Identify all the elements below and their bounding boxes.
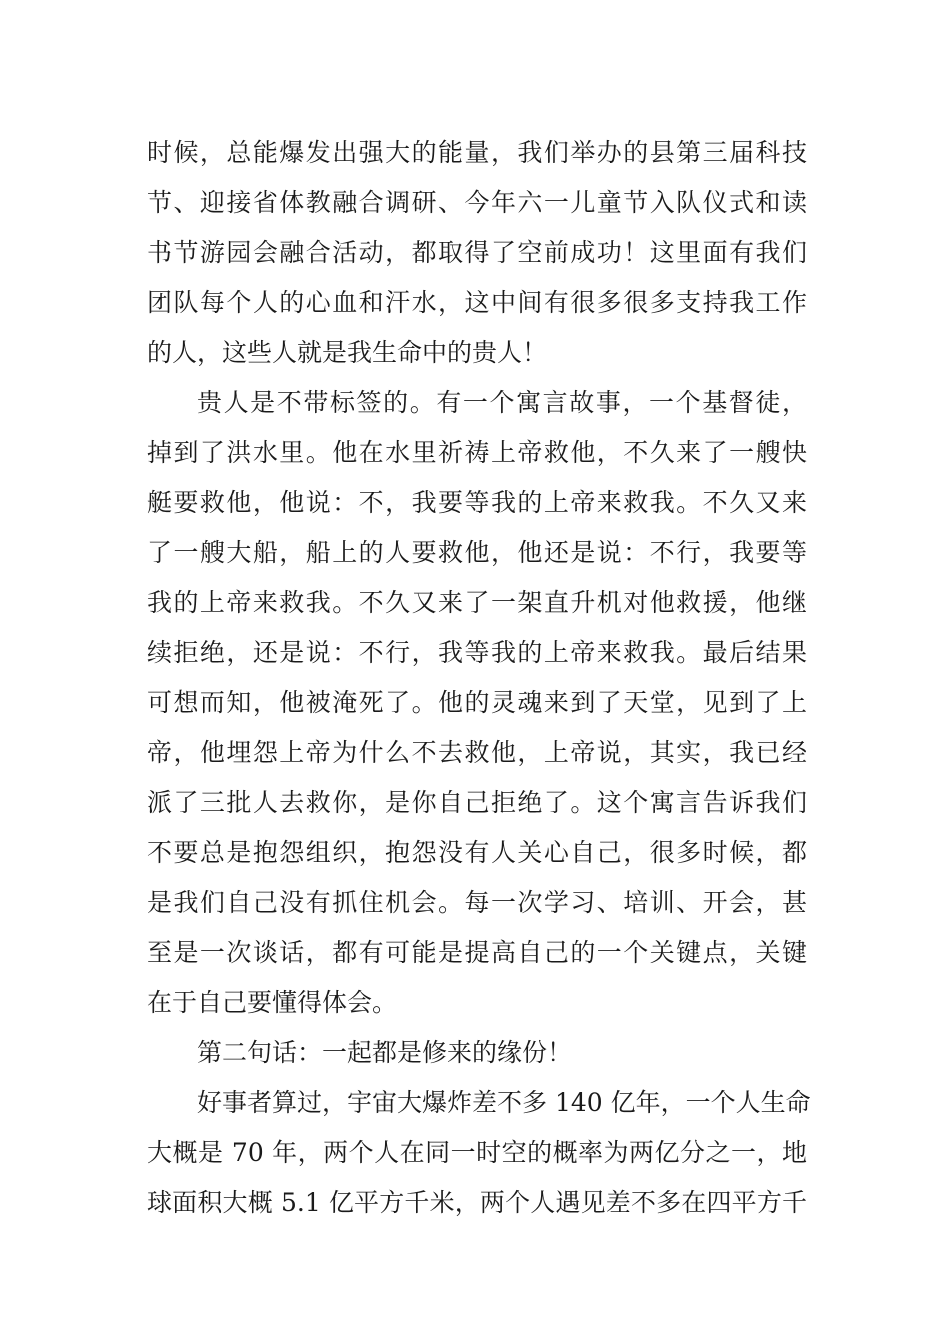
- text-line: 我的上帝来救我。不久又来了一架直升机对他救援，他继: [147, 588, 807, 617]
- text-line: 在于自己要懂得体会。: [147, 988, 398, 1017]
- text-line: 的人，这些人就是我生命中的贵人！: [147, 338, 548, 367]
- text-line: 团队每个人的心血和汗水，这中间有很多很多支持我工作: [147, 288, 807, 317]
- heading-line: 第二句话：一起都是修来的缘份！: [197, 1038, 573, 1067]
- text-line: 艇要救他，他说：不，我要等我的上帝来救我。不久又来: [147, 488, 807, 517]
- text-line: 球面积大概 5.1 亿平方千米，两个人遇见差不多在四平方千: [147, 1188, 807, 1217]
- text-line: 可想而知，他被淹死了。他的灵魂来到了天堂，见到了上: [147, 688, 807, 717]
- section-heading: [147, 1028, 807, 1078]
- text-line: 好事者算过，宇宙大爆炸差不多 140 亿年，一个人生命: [197, 1088, 811, 1117]
- text-line: 派了三批人去救你，是你自己拒绝了。这个寓言告诉我们: [147, 788, 807, 817]
- document-body: [147, 128, 811, 1228]
- text-line: 不要总是抱怨组织，抱怨没有人关心自己，很多时候，都: [147, 838, 807, 867]
- paragraph-parable: [147, 378, 807, 1028]
- text-line: 了一艘大船，船上的人要救他，他还是说：不行，我要等: [147, 538, 807, 567]
- text-line: 书节游园会融合活动，都取得了空前成功！这里面有我们: [147, 238, 807, 267]
- text-line: 续拒绝，还是说：不行，我等我的上帝来救我。最后结果: [147, 638, 807, 667]
- text-line: 时候，总能爆发出强大的能量，我们举办的县第三届科技: [147, 138, 807, 167]
- text-line: 贵人是不带标签的。有一个寓言故事，一个基督徒，: [197, 388, 807, 417]
- text-line: 是我们自己没有抓住机会。每一次学习、培训、开会，甚: [147, 888, 807, 917]
- text-line: 掉到了洪水里。他在水里祈祷上帝救他，不久来了一艘快: [147, 438, 807, 467]
- text-line: 节、迎接省体教融合调研、今年六一儿童节入队仪式和读: [147, 188, 807, 217]
- paragraph-continuation: [147, 128, 807, 378]
- text-line: 大概是 70 年，两个人在同一时空的概率为两亿分之一，地: [147, 1138, 807, 1167]
- text-line: 帝，他埋怨上帝为什么不去救他，上帝说，其实，我已经: [147, 738, 807, 767]
- paragraph-probability: [147, 1078, 811, 1228]
- text-line: 至是一次谈话，都有可能是提高自己的一个关键点，关键: [147, 938, 807, 967]
